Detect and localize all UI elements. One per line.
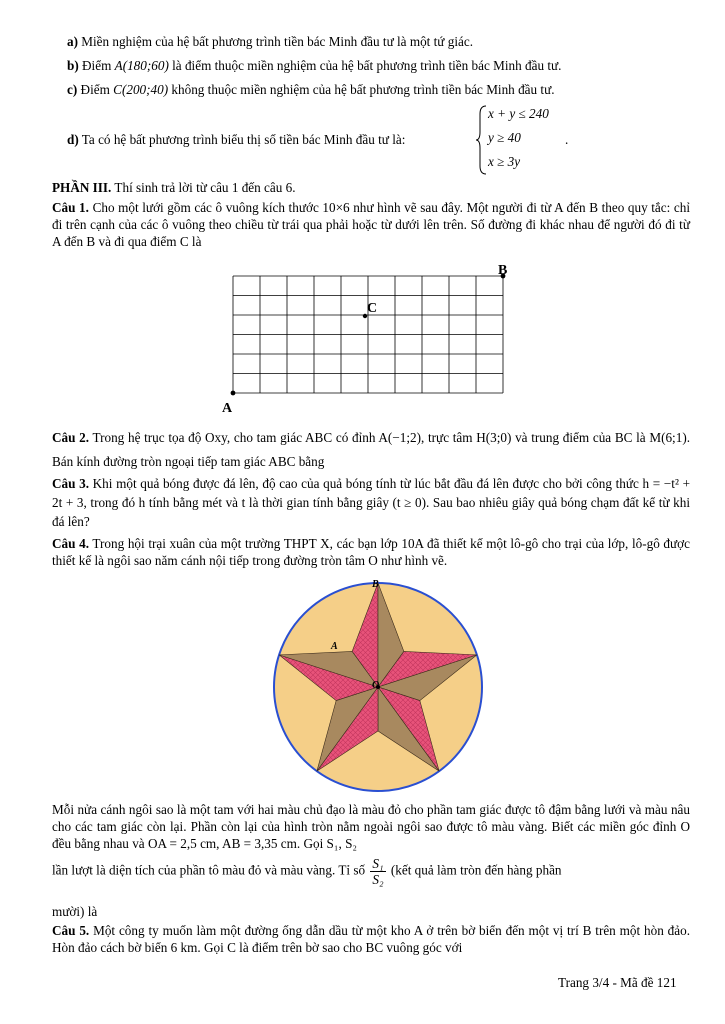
q4-desc1: Mỗi nửa cánh ngôi sao là một tam với hai màu chủ đạo là màu đỏ cho phần tam giác được tô đậm bằng lưới và màu nâu cho các tam giác còn lại. Phần còn lại của hình tròn nằm ngoài ngôi sao được tô màu vàng. Biết các miền góc đỉnh O đều bằng nhau và OA = 2,5 cm, AB = 3,35 cm. Gọi S₁, S₂ [52,802,690,851]
q4-desc2 [52,856,562,887]
item-c-text: không thuộc miền nghiệm của hệ bất phương trình tiền bác Minh đầu tư. [171,82,555,97]
item-d-end: . [565,132,569,147]
q3-text [52,474,690,531]
part3-heading [52,180,296,196]
q1-label: Câu 1. [52,200,89,215]
page-footer: Trang 3/4 - Mã đề 121 [558,975,677,990]
item-b-point: A(180;60) [114,58,169,73]
q2-label: Câu 2. [52,430,90,445]
q1-body: Cho một lưới gồm các ô vuông kích thước 10×6 như hình vẽ sau đây. Một người đi từ A đến B theo quy tắc: chỉ đi trên cạnh của các ô vuông theo chiều từ trái qua phải hoặc từ dưới lên trên. Số đường đi khác nhau để người đó đi từ A đến B và đi qua điểm C là [52,200,691,249]
q1-text [52,199,690,250]
ineq-1: x + y ≤ 240 [488,106,549,121]
q4-body: Trong hội trại xuân của một trường THPT X, các bạn lớp 10A đã thiết kế một lô-gô cho trại của lớp, lô-gô được thiết kế là ngôi sao năm cánh nội tiếp trong đường tròn tâm O như hình vẽ. [52,536,691,568]
ineq-2: y ≥ 40 [488,130,521,145]
q3-body: Khi một quả bóng được đá lên, độ cao của quả bóng tính từ lúc bắt đầu đá lên được cho bởi công thức h = −t² + 2t + 3, trong đó h tính bằng mét và t là thời gian tính bằng giây (t ≥ 0). Sau bao nhiêu giây quả bóng chạm đất kể từ khi đá lên? [52,476,691,529]
item-c-pre: Điểm [80,82,110,97]
label-a: A [331,641,338,652]
item-c [67,82,555,98]
frac-den: S₂ [372,872,384,887]
q4-label: Câu 4. [52,536,89,551]
q4-desc3: mười) là [52,904,98,919]
q4-desc2a: lần lượt là diện tích của phần tô màu đỏ và màu vàng. Tỉ số [52,862,366,878]
q3-label: Câu 3. [52,476,89,491]
q4-text [52,535,690,569]
q5-text [52,922,690,956]
frac-num: S₁ [372,856,384,871]
item-d-label: d) [67,132,79,147]
q5-body: Một công ty muốn làm một đường ống dẫn dầu từ một kho A ở trên bờ biển đến một vị trí B trên một hòn đảo. Hòn đảo cách bờ biển 6 km. Gọi C là điểm trên bờ sao cho BC vuông góc với [52,923,691,955]
q5-label: Câu 5. [52,923,90,938]
item-a-text: Miền nghiệm của hệ bất phương trình tiền bác Minh đầu tư là một tứ giác. [81,34,474,49]
grid-lines [233,276,503,393]
part3-label: PHẦN III. [52,180,112,195]
item-a [67,34,473,50]
item-c-label: c) [67,82,78,97]
point-a [231,391,236,396]
item-b [67,58,561,74]
item-b-text: là điểm thuộc miền nghiệm của hệ bất phương trình tiền bác Minh đầu tư. [172,58,562,73]
item-d-text: Ta có hệ bất phương trình biểu thị số tiền bác Minh đầu tư là: [81,132,406,147]
label-o: O [372,680,380,691]
item-a-label: a) [67,34,78,49]
brace-icon [476,104,488,176]
item-c-point: C(200;40) [113,82,169,97]
label-b: B [498,263,508,278]
star-logo-figure [268,575,488,795]
ineq-3: x ≥ 3y [488,154,521,169]
q4-desc2b: (kết quả làm tròn đến hàng phần [390,862,562,878]
part3-text: Thí sinh trả lời từ câu 1 đến câu 6. [114,180,296,195]
item-d [67,132,405,148]
label-c: C [367,301,378,316]
grid-figure [215,260,525,420]
q2-text [52,426,690,474]
q2-body: Trong hệ trục tọa độ Oxy, cho tam giác ABC có đỉnh A(−1;2), trực tâm H(3;0) và trung điểm của BC là M(6;1). Bán kính đường tròn ngoại tiếp tam giác ABC bằng [52,430,691,469]
item-b-pre: Điểm [82,58,112,73]
item-b-label: b) [67,58,79,73]
ratio-fraction [370,856,385,887]
label-b: B [372,579,379,590]
label-a: A [222,401,233,416]
